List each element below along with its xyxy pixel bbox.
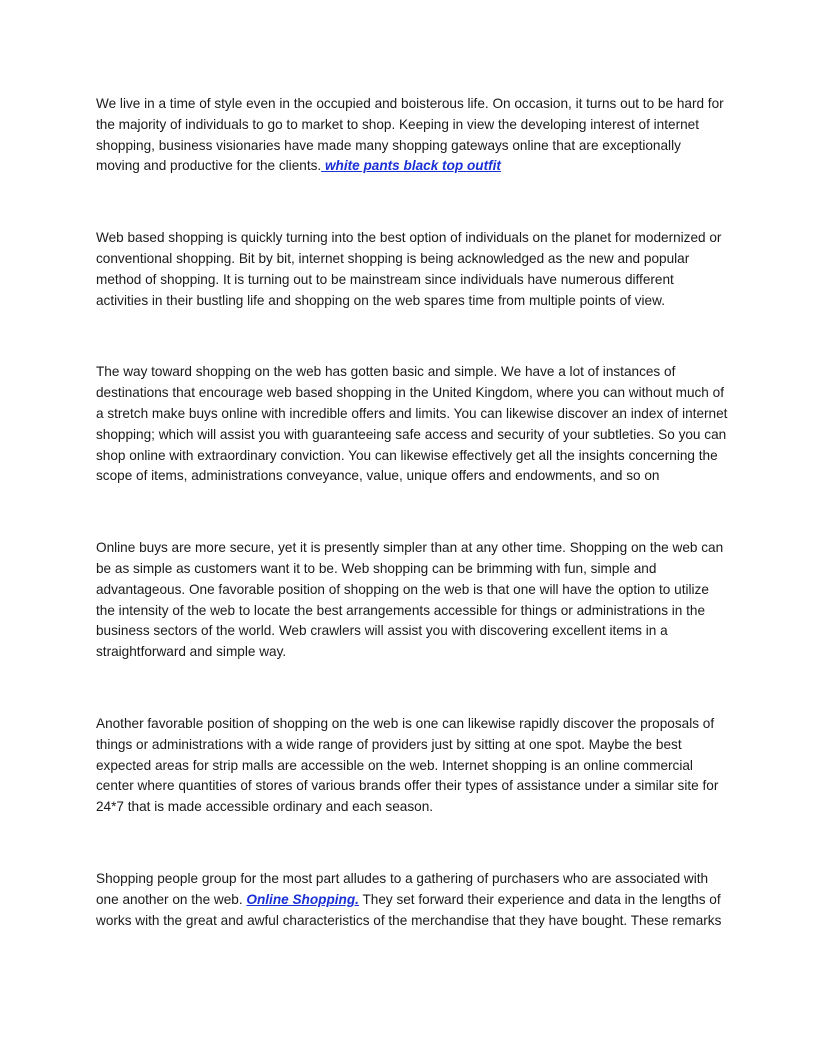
paragraph-spacer xyxy=(96,177,728,228)
paragraph-1-text: We live in a time of style even in the occupied and boisterous life. On occasion, it turns out to be hard for the majority of individuals to go to market to shop. Keeping in view the developing interest of internet shopping, business visionaries have made many shopping gateways online that are exceptionally moving and productive for the clients. xyxy=(96,96,724,174)
paragraph-spacer xyxy=(96,663,728,714)
paragraph-spacer xyxy=(96,487,728,538)
paragraph-3-text: The way toward shopping on the web has gotten basic and simple. We have a lot of instances of destinations that encourage web based shopping in the United Kingdom, where you can without much of a stretch make buys online with incredible offers and limits. You can likewise discover an index of internet shopping; which will assist you with guaranteeing safe access and security of your subtleties. So you can shop online with extraordinary conviction. You can likewise effectively get all the insights concerning the scope of items, administrations conveyance, value, unique offers and endowments, and so on xyxy=(96,364,728,484)
paragraph-spacer xyxy=(96,818,728,869)
paragraph-6 xyxy=(96,869,728,931)
paragraph-2-text: Web based shopping is quickly turning into the best option of individuals on the planet for modernized or conventional shopping. Bit by bit, internet shopping is being acknowledged as the new and popular method of shopping. It is turning out to be mainstream since individuals have numerous different activities in their bustling life and shopping on the web spares time from multiple points of view. xyxy=(96,230,722,308)
paragraph-4-text: Online buys are more secure, yet it is presently simpler than at any other time. Shopping on the web can be as simple as customers want it to be. Web shopping can be brimming with fun, simple and advantageous. One favorable position of shopping on the web is that one will have the option to utilize the intensity of the web to locate the best arrangements accessible for things or administrations in the business sectors of the world. Web crawlers will assist you with discovering excellent items in a straightforward and simple way. xyxy=(96,540,724,660)
paragraph-2 xyxy=(96,228,728,311)
paragraph-spacer xyxy=(96,311,728,362)
paragraph-5 xyxy=(96,714,728,818)
paragraph-6-text-after: They set forward their experience and data in the lengths of works with the great and awful characteristics of the merchandise that they have bought. These remarks xyxy=(96,891,722,928)
paragraph-5-text: Another favorable position of shopping on the web is one can likewise rapidly discover the proposals of things or administrations with a wide range of providers just by sitting at one spot. Maybe the best expected areas for strip malls are accessible on the web. Internet shopping is an online commercial center where quantities of stores of various brands offer their types of assistance under a similar site for 24*7 that is made accessible ordinary and each season. xyxy=(96,715,719,815)
link-white-pants-black-top-outfit[interactable]: white pants black top outfit xyxy=(321,158,501,174)
paragraph-3 xyxy=(96,362,728,487)
paragraph-6-text-before: Shopping people group for the most part alludes to a gathering of purchasers who are associated with one another on the web. xyxy=(96,870,709,907)
document-page xyxy=(96,94,728,931)
paragraph-1 xyxy=(96,94,728,177)
paragraph-4 xyxy=(96,538,728,663)
link-online-shopping[interactable]: Online Shopping. xyxy=(246,891,359,907)
